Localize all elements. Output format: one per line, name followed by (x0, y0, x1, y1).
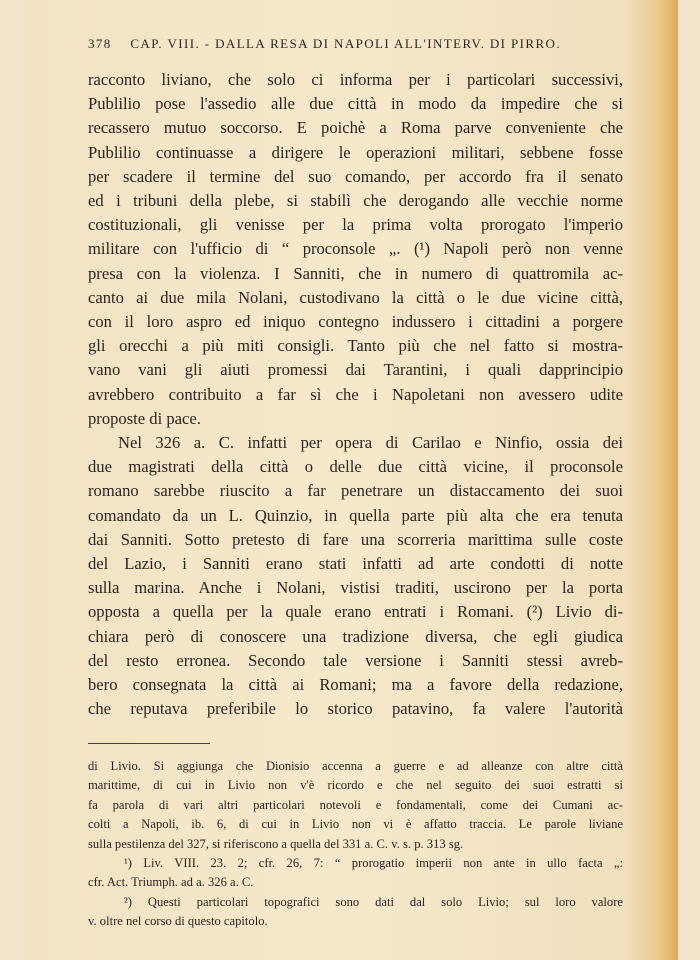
footnote-line: sulla pestilenza del 327, si riferiscono a quella del 331 a. C. v. s. p. 313 sg. (88, 836, 464, 851)
text-line: costituzionali, gli venisse per la prima volta prorogato l'imperio (88, 215, 623, 235)
text-line: per scadere il termine del suo comando, per accordo fra il senato (88, 166, 623, 186)
paragraph (88, 431, 623, 721)
text-line: Publilio pose l'assedio alle due città in modo da impedire che si (88, 94, 623, 114)
text-line: sulla marina. Anche i Nolani, vistisi traditi, uscirono per la porta (88, 578, 623, 598)
running-header (88, 36, 623, 52)
text-line: gli orecchi a più miti consigli. Tanto più che nel fatto si mostra- (88, 336, 623, 356)
footnote-line: colti a Napoli, ib. 6, di cui in Livio non vi è affatto traccia. Le parole liviane (88, 817, 623, 832)
footnote-2: ²) Questi particolari topografici sono dati dal solo Livio; sul loro valore (124, 894, 623, 909)
text-line: militare con l'ufficio di “ proconsole „. (¹) Napoli però non venne (88, 239, 623, 259)
text-line: vano vani gli aiuti promessi dai Tarantini, i quali dapprincipio (88, 360, 623, 380)
text-line: recassero mutuo soccorso. E poichè a Roma parve conveniente che (88, 118, 623, 138)
text-line: Publilio continuasse a dirigere le operazioni militari, sebbene fosse (88, 142, 623, 162)
footnote-rule (88, 743, 210, 744)
footnote-line: v. oltre nel corso di questo capitolo. (88, 914, 268, 929)
text-line: ed i tribuni della plebe, si stabilì che derogando alle vecchie norme (88, 191, 623, 211)
text-line: due magistrati della città o delle due città vicine, il proconsole (88, 457, 623, 477)
text-line: canto ai due mila Nolani, custodivano la città o le due vicine città, (88, 287, 623, 307)
text-line: del Lazio, i Sanniti erano stati infatti ad arte condotti di notte (88, 554, 623, 574)
text-line: racconto liviano, che solo ci informa per i particolari successivi, (88, 70, 623, 89)
footnote-line: di Livio. Si aggiunga che Dionisio accenna a guerre e ad alleanze con altre città (88, 759, 623, 773)
main-text (88, 68, 623, 721)
footnotes (88, 757, 623, 932)
text-line: comandato da un L. Quinzio, in quella parte più alta che era tenuta (88, 505, 623, 525)
text-line: Nel 326 a. C. infatti per opera di Carilao e Ninfio, ossia dei (118, 433, 623, 453)
text-line: presa con la violenza. I Sanniti, che in numero di quattromila ac- (88, 263, 623, 283)
paragraph (88, 68, 623, 431)
text-line: del resto erronea. Secondo tale versione i Sanniti stessi avreb- (88, 650, 623, 670)
running-title: CAP. VIII. - DALLA RESA DI NAPOLI ALL'INTERV. DI PIRRO. (130, 36, 561, 51)
footnote-1: ¹) Liv. VIII. 23. 2; cfr. 26, 7: “ prorogatio imperii non ante in ullo facta „: (124, 856, 623, 871)
footnote-line: fa parola di vari altri particolari notevoli e fondamentali, come dei Cumani ac- (88, 797, 623, 812)
text-line: opposta a quella per la quale erano entrati i Romani. (²) Livio di- (88, 602, 623, 622)
text-line: avrebbero contribuito a far sì che i Napoletani non avessero udite (88, 384, 623, 404)
text-line: bero consegnata la città ai Romani; ma a favore della redazione, (88, 675, 623, 695)
text-line: che reputava preferibile lo storico patavino, fa valere l'autorità (88, 699, 623, 719)
text-line: con il loro aspro ed iniquo contegno indussero i cittadini a porgere (88, 312, 623, 332)
text-line: dai Sanniti. Sotto pretesto di fare una scorreria marittima sulle coste (88, 529, 623, 549)
page-edge (656, 0, 678, 960)
page-number: 378 (88, 36, 112, 51)
text-line: romano sarebbe riuscito a far penetrare un distaccamento dei suoi (88, 481, 623, 501)
footnote-line: marittime, di cui in Livio non v'è ricordo e che nel seguito dei suoi estratti si (88, 778, 623, 793)
text-line: chiara però di conoscere una tradizione diversa, che egli giudica (88, 626, 623, 646)
footnote-line: cfr. Act. Triumph. ad a. 326 a. C. (88, 875, 254, 890)
text-line: proposte di pace. (88, 408, 201, 428)
